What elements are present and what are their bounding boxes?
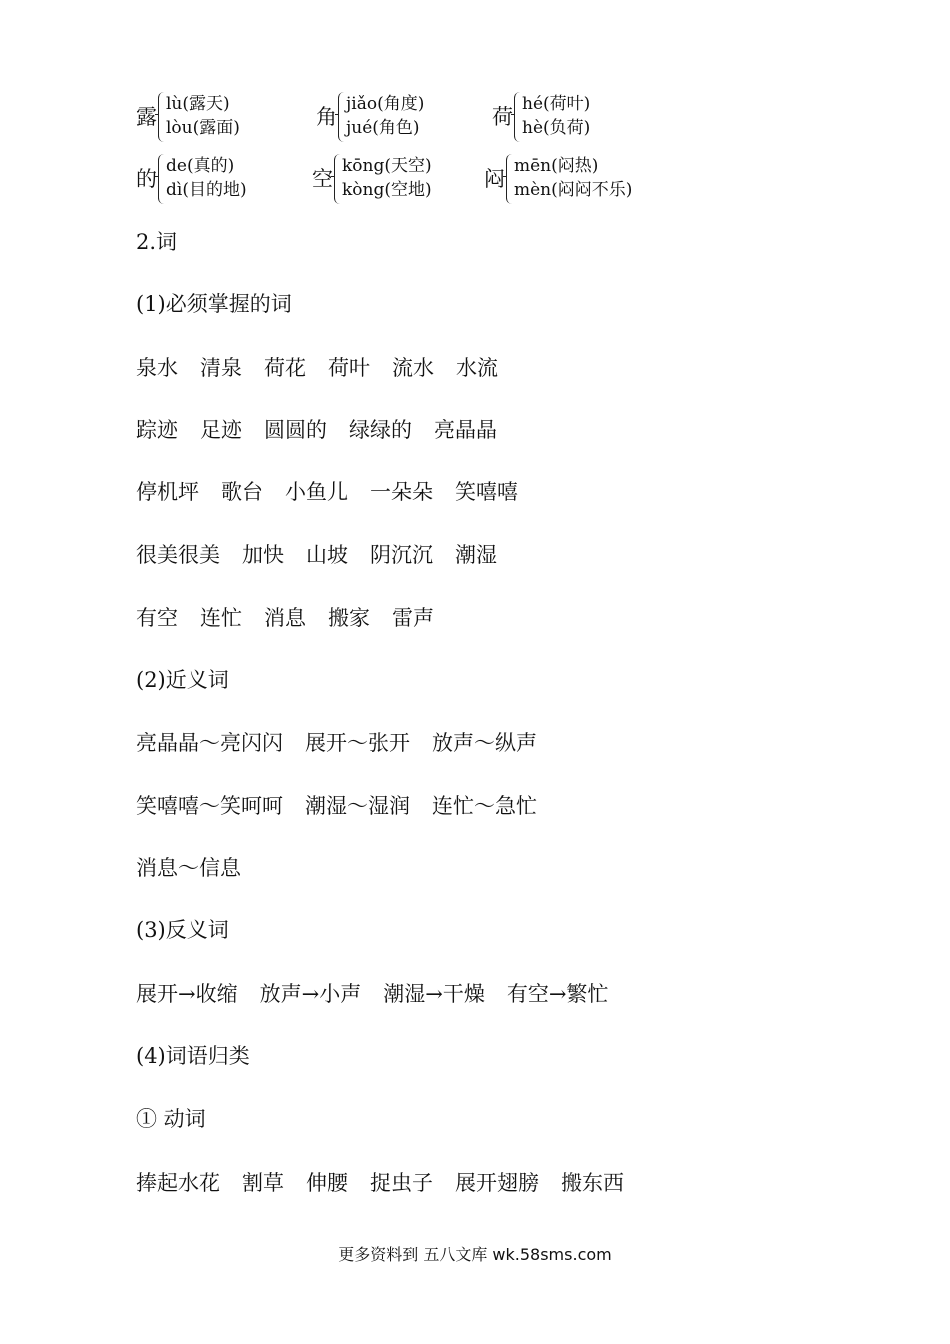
synonym-line [136, 729, 559, 757]
word-line [136, 604, 456, 632]
reading-2: mèn(闷闷不乐) [514, 180, 633, 200]
word: 踪迹 [136, 418, 178, 442]
antonym-pair: 展开→收缩 [136, 982, 238, 1006]
verb-line [136, 1169, 646, 1197]
word: 雷声 [392, 606, 434, 630]
word: 荷花 [264, 356, 306, 380]
polyphone-char: 闷 [484, 167, 505, 191]
word: 流水 [392, 356, 434, 380]
synonym-pair: 潮湿～湿润 [305, 794, 410, 818]
word-line [136, 354, 520, 382]
reading-2: dì(目的地) [166, 180, 247, 200]
antonym-pair: 有空→繁忙 [506, 982, 609, 1006]
verb-phrase: 展开翅膀 [455, 1171, 539, 1195]
word: 泉水 [136, 356, 178, 380]
synonym-pair: 笑嘻嘻～笑呵呵 [136, 794, 283, 818]
antonym-pair: 放声→小声 [259, 982, 362, 1006]
synonym-pair: 放声～纵声 [432, 731, 537, 755]
word: 清泉 [200, 356, 242, 380]
synonym-pair: 连忙～急忙 [432, 794, 537, 818]
subsection-title-must-know: (1)必须掌握的词 [136, 292, 292, 316]
polyphone-row-1 [136, 92, 836, 148]
brace-icon [514, 92, 521, 142]
polyphone-char: 露 [136, 105, 157, 129]
synonym-pair: 消息～信息 [136, 856, 241, 880]
synonym-pair: 亮晶晶～亮闪闪 [136, 731, 283, 755]
reading-1: de(真的) [166, 156, 235, 176]
word: 笑嘻嘻 [455, 480, 518, 504]
word: 很美很美 [136, 543, 220, 567]
reading-1: jiǎo(角度) [346, 94, 425, 114]
subsection-title-antonyms: (3)反义词 [136, 918, 229, 942]
reading-1: mēn(闷热) [514, 156, 599, 176]
word: 亮晶晶 [434, 418, 497, 442]
word: 阴沉沉 [370, 543, 433, 567]
brace-icon [158, 92, 165, 142]
synonym-pair: 展开～张开 [305, 731, 410, 755]
word: 歌台 [221, 480, 263, 504]
polyphone-char: 空 [312, 167, 333, 191]
antonym-pair: 潮湿→干燥 [383, 982, 485, 1006]
word-line [136, 541, 519, 569]
word: 荷叶 [328, 356, 370, 380]
word: 山坡 [306, 543, 348, 567]
polyphone-char: 荷 [492, 105, 513, 129]
word: 搬家 [328, 606, 370, 630]
reading-1: lù(露天) [166, 94, 230, 114]
brace-icon [334, 154, 341, 204]
footer-note: 更多资料到 五八文库 wk.58sms.com [338, 1245, 612, 1264]
reading-1: kōng(天空) [342, 156, 432, 176]
verb-phrase: 伸腰 [306, 1171, 348, 1195]
word: 足迹 [200, 418, 242, 442]
antonym-line [136, 980, 630, 1008]
verb-phrase: 捧起水花 [136, 1171, 220, 1195]
word: 水流 [456, 356, 498, 380]
verb-phrase: 割草 [242, 1171, 284, 1195]
verb-phrase: 捉虫子 [370, 1171, 433, 1195]
verb-phrase: 搬东西 [561, 1171, 624, 1195]
word: 加快 [242, 543, 284, 567]
word: 小鱼儿 [285, 480, 348, 504]
synonym-line [136, 792, 559, 820]
word-line [136, 478, 540, 506]
word: 绿绿的 [349, 418, 412, 442]
subsection-title-categories: (4)词语归类 [136, 1044, 250, 1068]
synonym-line [136, 854, 263, 882]
subsection-title-synonyms: (2)近义词 [136, 668, 229, 692]
word: 停机坪 [136, 480, 199, 504]
reading-1: hé(荷叶) [522, 94, 591, 114]
polyphone-row-2 [136, 154, 836, 210]
verb-title: ① 动词 [136, 1107, 206, 1131]
word: 连忙 [200, 606, 242, 630]
brace-icon [506, 154, 513, 204]
polyphone-char: 角 [316, 105, 337, 129]
reading-2: lòu(露面) [166, 118, 240, 138]
word: 圆圆的 [264, 418, 327, 442]
reading-2: hè(负荷) [522, 118, 591, 138]
word: 有空 [136, 606, 178, 630]
reading-2: kòng(空地) [342, 180, 432, 200]
section-title: 2.词 [136, 230, 178, 254]
word-line [136, 416, 519, 444]
word: 消息 [264, 606, 306, 630]
brace-icon [338, 92, 345, 142]
word: 一朵朵 [370, 480, 433, 504]
word: 潮湿 [455, 543, 497, 567]
polyphone-char: 的 [136, 167, 157, 191]
reading-2: jué(角色) [346, 118, 420, 138]
brace-icon [158, 154, 165, 204]
